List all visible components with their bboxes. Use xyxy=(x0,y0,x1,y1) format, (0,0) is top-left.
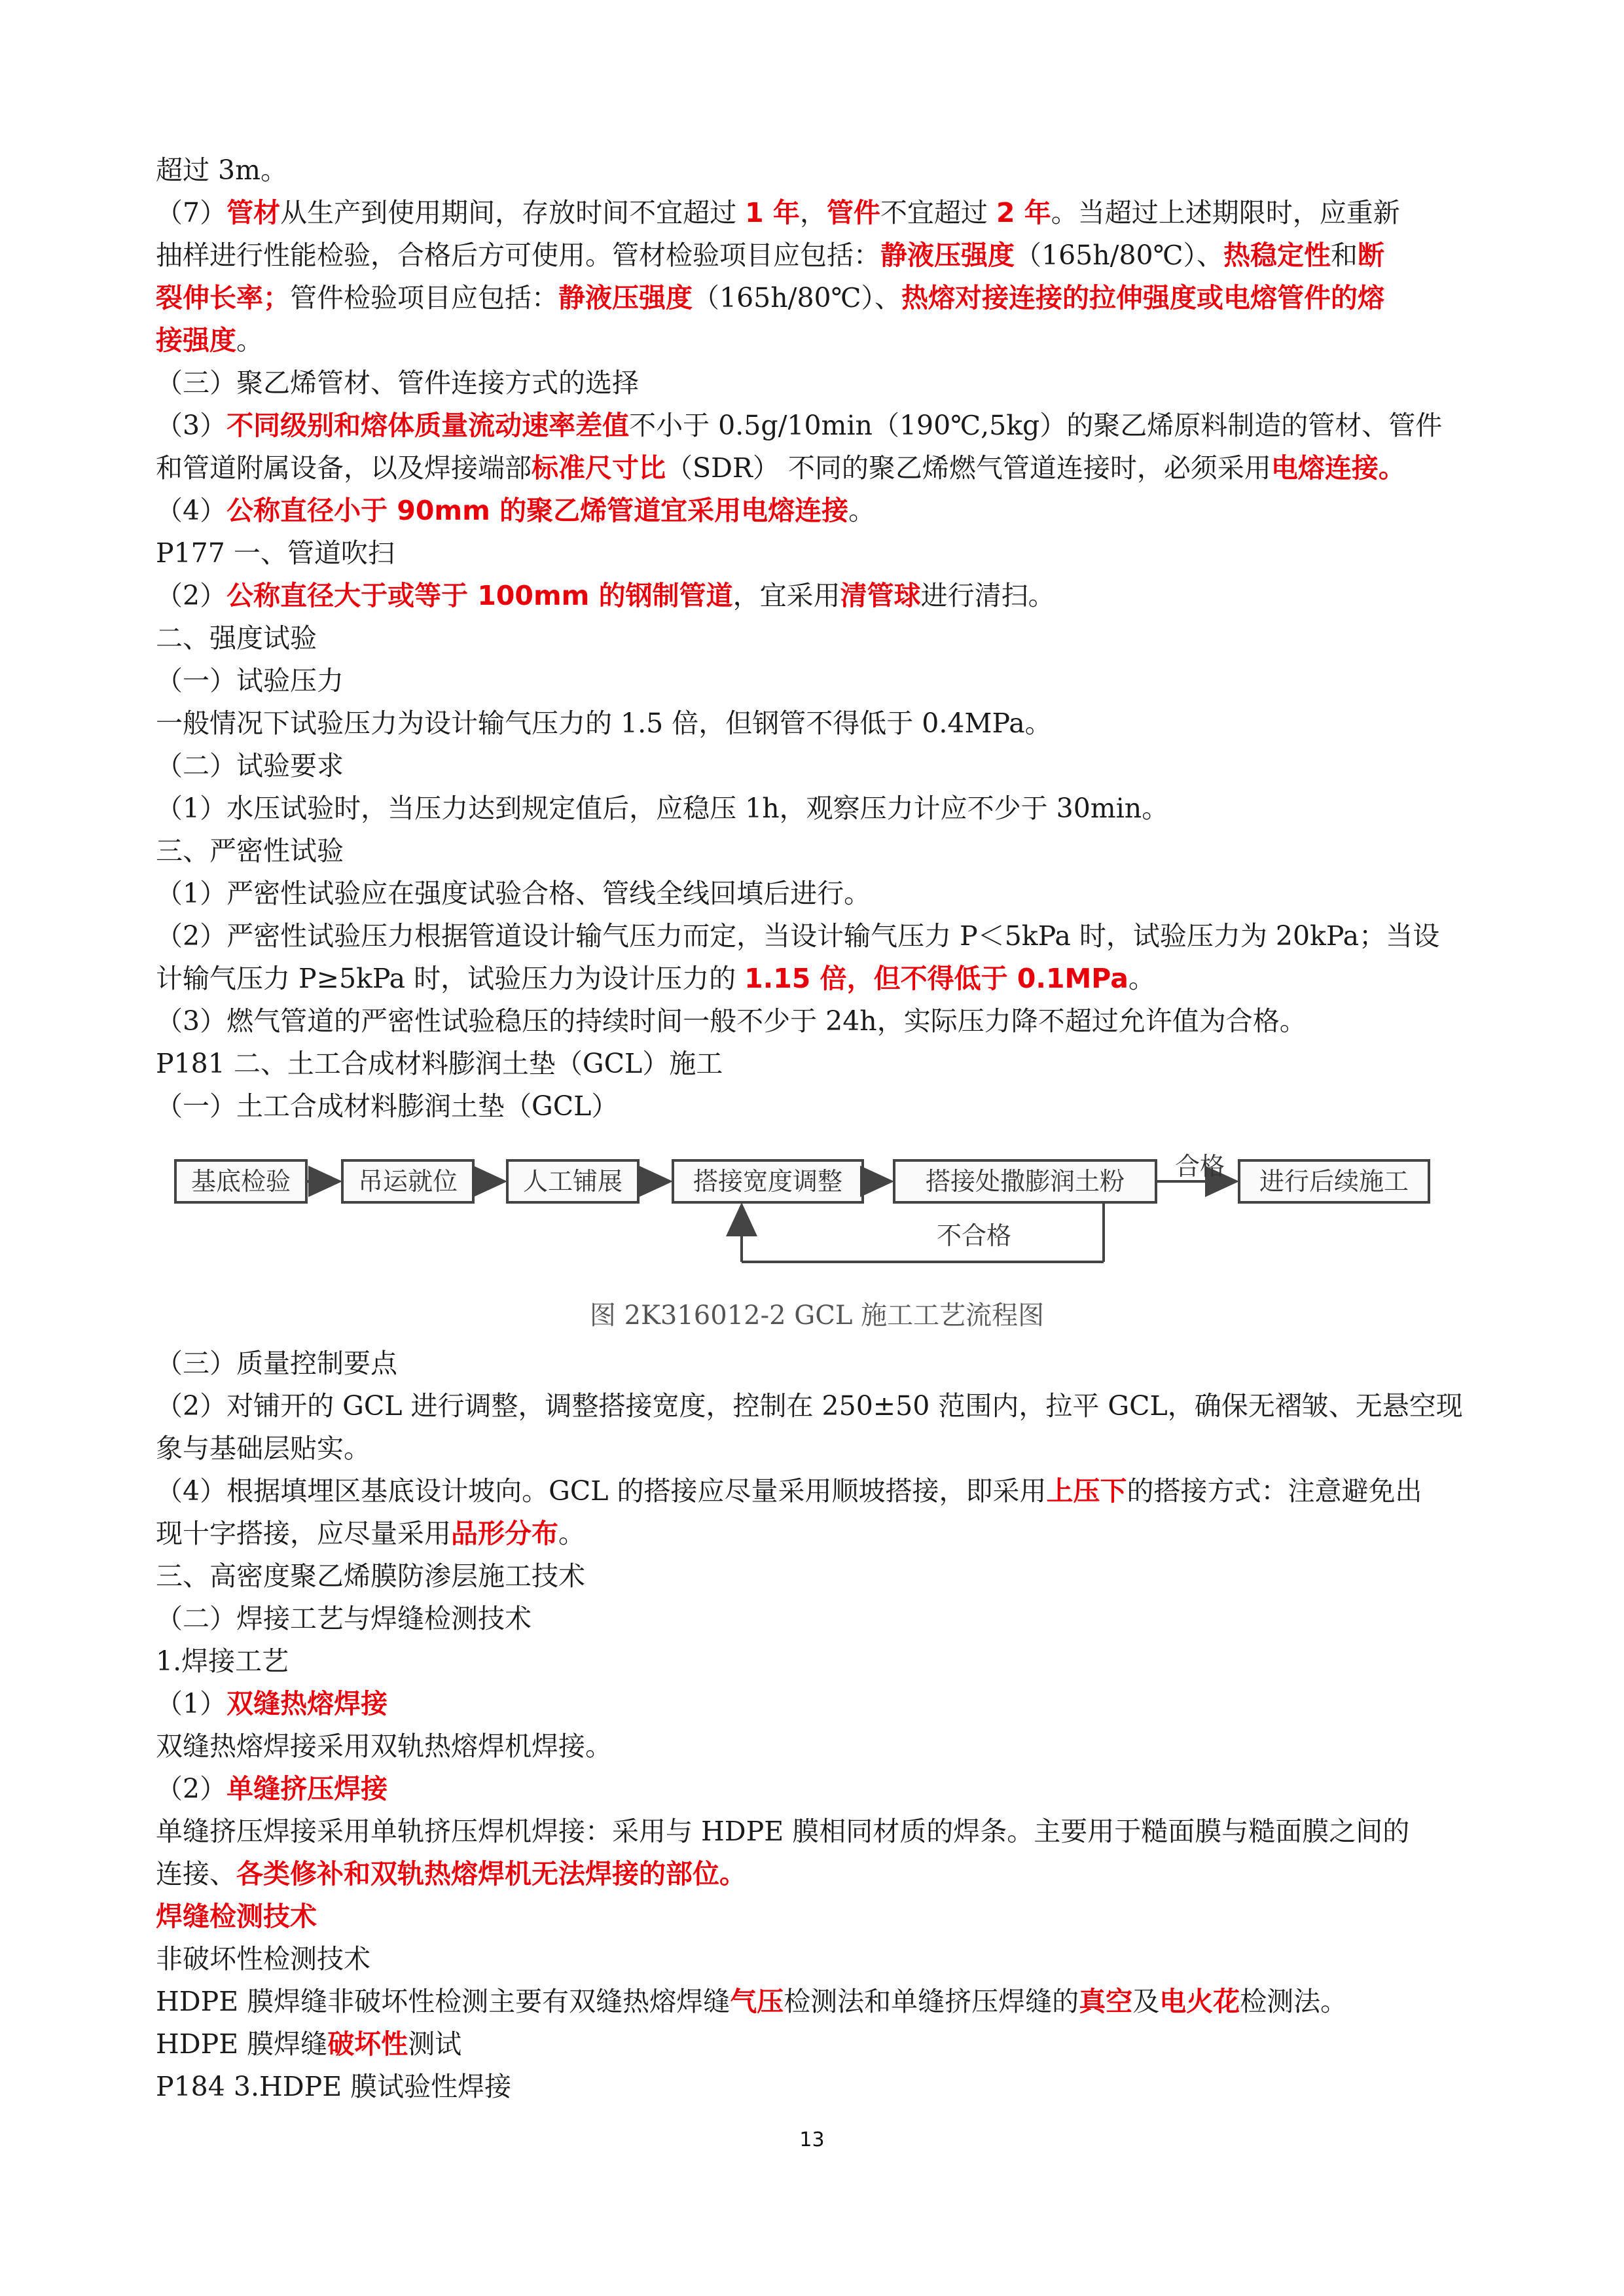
body-text: 。当超过上述期限时，应重新 xyxy=(1051,197,1400,228)
body-text: （2） xyxy=(156,580,227,611)
text-line-l18 xyxy=(156,872,1478,915)
body-text: 二、强度试验 xyxy=(156,622,317,654)
text-line-l11 xyxy=(156,575,1478,617)
body-text: （2）对铺开的 GCL 进行调整，调整搭接宽度，控制在 250±50 范围内，拉平 GCL，确保无褶皱、无悬空现 xyxy=(156,1390,1463,1422)
highlight-text: 焊缝检测技术 xyxy=(156,1901,317,1932)
body-text: P184 3.HDPE 膜试验性焊接 xyxy=(156,2071,512,2102)
body-text: 管件检验项目应包括： xyxy=(290,282,558,314)
body-text: 1.焊接工艺 xyxy=(156,1645,289,1677)
text-line-l3 xyxy=(156,234,1478,277)
body-text: （1）水压试验时，当压力达到规定值后，应稳压 1h，观察压力计应不少于 30min。 xyxy=(156,793,1169,824)
text-line-l7 xyxy=(156,404,1478,447)
highlight-text: 管件 xyxy=(826,197,880,228)
flow-fail-label: 不合格 xyxy=(936,1221,1012,1250)
highlight-text: 标准尺寸比 xyxy=(532,452,666,484)
flow-step-label: 搭接处撒膨润土粉 xyxy=(925,1167,1125,1196)
body-text: 双缝热熔焊接采用双轨热熔焊机焊接。 xyxy=(156,1731,612,1762)
text-line-l20 xyxy=(156,958,1478,1000)
text-line-l12 xyxy=(156,617,1478,660)
body-text: 检测法。 xyxy=(1240,1986,1348,2017)
highlight-text: 公称直径小于 90mm 的聚乙烯管道宜采用电熔连接 xyxy=(226,495,849,526)
body-text: 。 xyxy=(848,495,876,526)
highlight-text: 破坏性 xyxy=(327,2028,408,2060)
page-content xyxy=(156,149,1478,2108)
body-text: P181 二、土工合成材料膨润土垫（GCL）施工 xyxy=(156,1048,723,1079)
text-line-m16 xyxy=(156,1981,1478,2023)
flow-pass-label: 合格 xyxy=(1174,1152,1225,1181)
body-text: （1）严密性试验应在强度试验合格、管线全线回填后进行。 xyxy=(156,878,871,909)
body-text: （1） xyxy=(156,1688,227,1719)
body-text: 从生产到使用期间，存放时间不宜超过 xyxy=(280,197,746,228)
text-line-l2 xyxy=(156,192,1478,234)
highlight-text: 双缝热熔焊接 xyxy=(226,1688,388,1719)
text-line-l4 xyxy=(156,277,1478,319)
highlight-text: 上压下 xyxy=(1046,1475,1127,1507)
highlight-text: 不同级别和熔体质量流动速率差值 xyxy=(226,410,630,441)
body-text: 三、高密度聚乙烯膜防渗层施工技术 xyxy=(156,1560,585,1592)
highlight-text: 1.15 倍，但不得低于 0.1MPa xyxy=(744,963,1128,994)
text-line-l10 xyxy=(156,532,1478,575)
highlight-text: 1 年 xyxy=(745,197,800,228)
highlight-text: 静液压强度 xyxy=(880,240,1015,271)
text-line-l1 xyxy=(156,149,1478,192)
flow-step-label: 搭接宽度调整 xyxy=(693,1167,843,1196)
flow-step-label: 人工铺展 xyxy=(522,1167,623,1196)
text-line-l6 xyxy=(156,362,1478,404)
highlight-text: 热稳定性 xyxy=(1223,240,1331,271)
text-line-l15 xyxy=(156,745,1478,787)
body-text: 一般情况下试验压力为设计输气压力的 1.5 倍，但钢管不得低于 0.4MPa。 xyxy=(156,708,1052,739)
body-text: 和 xyxy=(1331,240,1358,271)
text-line-l8 xyxy=(156,447,1478,490)
body-text: 和管道附属设备，以及焊接端部 xyxy=(156,452,532,484)
text-line-l21 xyxy=(156,1000,1478,1043)
text-line-m6 xyxy=(156,1555,1478,1598)
highlight-text: 单缝挤压焊接 xyxy=(226,1773,388,1804)
text-line-m2 xyxy=(156,1385,1478,1427)
body-text: （7） xyxy=(156,197,227,228)
body-text: P177 一、管道吹扫 xyxy=(156,537,395,569)
body-text: 抽样进行性能检验，合格后方可使用。管材检验项目应包括： xyxy=(156,240,880,271)
highlight-text: 真空 xyxy=(1079,1986,1133,2017)
body-text: （3）燃气管道的严密性试验稳压的持续时间一般不少于 24h，实际压力降不超过允许值为合格。 xyxy=(156,1005,1307,1037)
body-text: 不小于 0.5g/10min（190℃,5kg）的聚乙烯原料制造的管材、管件 xyxy=(629,410,1443,441)
highlight-text: 裂伸长率； xyxy=(156,282,290,314)
highlight-text: 气压 xyxy=(730,1986,784,2017)
page-number: 13 xyxy=(799,2128,825,2151)
highlight-text: 热熔对接连接的拉伸强度或电熔管件的熔 xyxy=(901,282,1385,314)
body-text: 检测法和单缝挤压焊缝的 xyxy=(784,1986,1079,2017)
highlight-text: 接强度 xyxy=(156,325,236,356)
body-text: （三）聚乙烯管材、管件连接方式的选择 xyxy=(156,367,639,399)
text-line-m8 xyxy=(156,1640,1478,1683)
text-line-m15 xyxy=(156,1938,1478,1981)
body-text: 象与基础层贴实。 xyxy=(156,1433,370,1464)
body-text: 计输气压力 P≥5kPa 时，试验压力为设计压力的 xyxy=(156,963,745,994)
highlight-text: 管材 xyxy=(226,197,281,228)
text-line-m10 xyxy=(156,1725,1478,1768)
text-line-l23 xyxy=(156,1085,1478,1128)
body-text: （二）焊接工艺与焊缝检测技术 xyxy=(156,1603,532,1634)
body-text: 。 xyxy=(1128,963,1155,994)
body-text: （二）试验要求 xyxy=(156,750,344,781)
body-text: 超过 3m。 xyxy=(156,154,287,186)
text-line-l17 xyxy=(156,830,1478,872)
body-text: HDPE 膜焊缝 xyxy=(156,2028,328,2060)
text-line-l16 xyxy=(156,787,1478,830)
highlight-text: 2 年 xyxy=(996,197,1051,228)
text-line-m5 xyxy=(156,1513,1478,1555)
body-text: （三）质量控制要点 xyxy=(156,1348,397,1379)
highlight-text: 各类修补和双轨热熔焊机无法焊接的部位。 xyxy=(236,1858,746,1890)
text-line-m7 xyxy=(156,1598,1478,1640)
body-text: 现十字搭接，应尽量采用 xyxy=(156,1518,451,1549)
body-text: 进行清扫。 xyxy=(920,580,1055,611)
body-text: （SDR） 不同的聚乙烯燃气管道连接时，必须采用 xyxy=(666,452,1271,484)
body-text: 。 xyxy=(558,1518,585,1549)
body-text: 非破坏性检测技术 xyxy=(156,1943,370,1975)
body-text: （一）土工合成材料膨润土垫（GCL） xyxy=(156,1090,619,1122)
body-text: （165h/80℃）、 xyxy=(693,282,902,314)
text-line-m14 xyxy=(156,1895,1478,1938)
text-line-m9 xyxy=(156,1683,1478,1725)
text-line-m1 xyxy=(156,1342,1478,1385)
text-line-m3 xyxy=(156,1427,1478,1470)
body-text: 的搭接方式：注意避免出 xyxy=(1127,1475,1422,1507)
flowchart-svg xyxy=(156,1141,1478,1337)
highlight-text: 静液压强度 xyxy=(558,282,693,314)
body-text: 测试 xyxy=(408,2028,462,2060)
body-text: （4） xyxy=(156,495,227,526)
highlight-text: 品形分布 xyxy=(451,1518,558,1549)
flow-step-label: 进行后续施工 xyxy=(1259,1167,1409,1196)
body-text: （一）试验压力 xyxy=(156,665,344,696)
body-text: （2）严密性试验压力根据管道设计输气压力而定，当设计输气压力 P＜5kPa 时，试验压力为 20kPa；当设 xyxy=(156,920,1440,952)
text-line-m12 xyxy=(156,1810,1478,1853)
text-line-m4 xyxy=(156,1470,1478,1513)
body-text: 不宜超过 xyxy=(880,197,996,228)
text-line-l22 xyxy=(156,1043,1478,1085)
text-line-m11 xyxy=(156,1768,1478,1810)
body-text: 。 xyxy=(236,325,263,356)
flow-step-label: 基底检验 xyxy=(190,1167,291,1196)
text-line-l14 xyxy=(156,702,1478,745)
body-text: ，宜采用 xyxy=(732,580,840,611)
body-text: 单缝挤压焊接采用单轨挤压焊机焊接：采用与 HDPE 膜相同材质的焊条。主要用于糙面膜与糙面膜之间的 xyxy=(156,1816,1410,1847)
body-text: （4）根据填埋区基底设计坡向。GCL 的搭接应尽量采用顺坡搭接，即采用 xyxy=(156,1475,1047,1507)
highlight-text: 清管球 xyxy=(840,580,921,611)
highlight-text: 断 xyxy=(1358,240,1385,271)
text-line-m13 xyxy=(156,1853,1478,1895)
body-text: （165h/80℃）、 xyxy=(1015,240,1224,271)
highlight-text: 公称直径大于或等于 100mm 的钢制管道 xyxy=(226,580,733,611)
gcl-flowchart xyxy=(156,1141,1478,1337)
text-line-l13 xyxy=(156,660,1478,702)
text-block-bottom xyxy=(156,1342,1478,2108)
body-text: （2） xyxy=(156,1773,227,1804)
text-block-top xyxy=(156,149,1478,1128)
text-line-m17 xyxy=(156,2023,1478,2066)
text-line-l19 xyxy=(156,915,1478,958)
body-text: （3） xyxy=(156,410,227,441)
flow-step-label: 吊运就位 xyxy=(357,1167,458,1196)
highlight-text: 电熔连接。 xyxy=(1271,452,1405,484)
body-text: 及 xyxy=(1132,1986,1160,2017)
text-line-l5 xyxy=(156,319,1478,362)
body-text: 连接、 xyxy=(156,1858,236,1890)
body-text: HDPE 膜焊缝非破坏性检测主要有双缝热熔焊缝 xyxy=(156,1986,731,2017)
text-line-m18 xyxy=(156,2066,1478,2108)
body-text: 三、严密性试验 xyxy=(156,835,344,867)
highlight-text: 电火花 xyxy=(1159,1986,1240,2017)
body-text: ， xyxy=(799,197,827,228)
flowchart-caption: 图 2K316012-2 GCL 施工工艺流程图 xyxy=(589,1300,1045,1331)
text-line-l9 xyxy=(156,490,1478,532)
